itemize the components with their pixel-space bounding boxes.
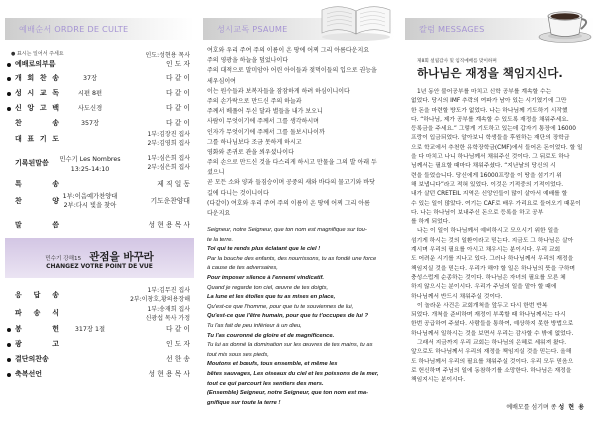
order-label: 신 앙 고 백 (15, 104, 59, 112)
message-column (405, 0, 595, 423)
psalm-line: 그를 하나님보다 조금 못하게 하시고 (207, 138, 302, 146)
column-line: 계시며 우리의 필요를 아시고 채우시는 분이시다. 우리 교회 (411, 247, 561, 254)
order-label: 파 송 식 (15, 309, 59, 317)
column-title: 하나님은 재정을 책임지신다. (417, 66, 563, 80)
bullet-icon (7, 77, 11, 81)
service-leader: 인도:성현용 목사 (145, 52, 190, 59)
order-header (5, 18, 194, 40)
order-label: 예배로의부름 (15, 60, 56, 68)
psalm-line: 주의 손으로 만드신 것을 다스리게 하시고 만물을 그의 발 아래 두 (207, 159, 377, 167)
bullet-icon (7, 343, 11, 347)
sermon-subtitle: CHANGEZ VOTRE POINT DE VUE (46, 263, 153, 270)
order-person: 다 같 이 (165, 74, 190, 82)
sermon-title: 관점을 바꾸라 (89, 251, 154, 263)
order-person: 다 같 이 (165, 104, 190, 112)
psalm-french-line: (Ensemble) Seigneur, notre Seigneur, que ton nom est ma- (207, 390, 369, 397)
psalm-french-line: Qu'est-ce que l'être humain, pour que tu t'occupes de lui ? (207, 313, 368, 320)
order-person: 다 같 이 (165, 89, 190, 97)
column-line: 나는 이 일이 하나님께서 예비하시고 모으시기 위한 일을 (417, 228, 559, 235)
psalm-french-line: bêtes sauvages, Les oiseaux du ciel et les poissons de la mer, (207, 370, 379, 377)
order-detail: 37장 (82, 75, 98, 82)
order-person: 제 직 일 동 (157, 180, 190, 188)
bullet-icon (7, 358, 11, 362)
sermon-series: 민수기 강해15 (45, 256, 82, 262)
order-label: 대 표 기 도 (15, 135, 59, 143)
order-person: 성 현 용 목 사 (148, 221, 190, 229)
signature-prefix: 예배모를 섬기며 종 (506, 404, 557, 411)
psalm-line: 곧 모든 소와 양과 들짐승이며 공중의 새와 바다의 물고기와 바닷 (207, 179, 375, 187)
order-person: 다 같 이 (165, 325, 190, 333)
order-header-title: 예배순서 ORDRE DE CULTE (19, 24, 129, 34)
psalm-french-line: à cause de tes adversaires, (207, 265, 278, 272)
psalm-french-line: tout ce qui parcourt les sentiers des mers. (207, 380, 324, 387)
psalm-french-line: Tu lui as donné la domination sur les œuvres de tes mains, tu as (207, 342, 373, 349)
standing-note: ● 표시는 일어서 주세요 (11, 51, 64, 57)
order-label: 봉 헌 (15, 325, 59, 333)
column-line: 책임지실 것을 믿는다. 우리가 해야 할 일은 하나님의 뜻을 구하며 (411, 265, 576, 272)
order-person: 1부:송재희 집사 (147, 306, 190, 313)
psalm-line: 길에 다니는 것이니이다 (207, 189, 269, 197)
order-row-announcements (5, 340, 194, 350)
column-line: 로 헌신하며 주님의 일에 동참하기를 소망한다. 하나님은 재정을 (411, 367, 572, 374)
psalm-line: 세우심이여 (207, 77, 236, 85)
order-person: 인 도 자 (165, 340, 190, 348)
column-line: 수 있는 일이 많았다. 여기는 CAF로 배우 가리요로 들어오기 때문이 (411, 200, 581, 207)
order-row-special-song (5, 180, 194, 190)
column-line: 님께서는 필요할 때마다 채워주셨다. “지난날의 당신의 시 (411, 163, 556, 170)
bullet-icon (7, 328, 11, 332)
column-line: 앞으로도 하나님께서 우리의 재정을 책임지실 것을 믿는다. 올해 (411, 349, 572, 356)
column-line: 없었다. 당시의 IMF 추락의 여파가 남아 있는 시기였기에 그만 (411, 98, 567, 105)
order-row-sermon (5, 221, 194, 231)
psalm-french-line: Par la bouche des enfants, des nourrissons, tu as fondé une force (207, 255, 377, 262)
order-row-commitment-hymn (5, 355, 194, 365)
column-line: 그래서 지금까지 우리 교회는 하나님의 은혜로 세워져 왔다. (417, 340, 567, 347)
order-detail: 시편 8편 (77, 90, 103, 97)
psalm-line: 주의 영광을 하늘을 덮었나이다 (207, 57, 289, 65)
column-line: 하지 않으시는 분이시다. 우리가 주님의 일을 맡아 할 때에 (411, 284, 557, 291)
order-row-opening-hymn (5, 74, 194, 84)
column-line: 되었다. 개척을 준비하며 재정이 부족할 때 하나님께서는 다시 (411, 312, 566, 319)
order-person: 2부:이창호,황의용장해 (130, 296, 190, 303)
column-line: 한 돈을 마련할 방도가 없었다. 나는 하나님께 기도하기 시작했 (411, 107, 568, 114)
order-label: 광 고 (15, 340, 59, 348)
psalm-french-line: Seigneur, notre Seigneur, que ton nom est magnifique sur tou- (207, 227, 367, 233)
psalm-column (203, 0, 395, 423)
bullet-icon (7, 107, 11, 111)
order-person: 1부:심은희 집사 (147, 155, 190, 162)
psalm-line: (다같이) 여호와 우리 주여 주의 이름이 온 땅에 어찌 그리 아름 (207, 199, 370, 207)
open-book-icon (319, 2, 393, 42)
order-person: 성 현 용 목 사 (148, 370, 190, 378)
column-signature (506, 402, 585, 411)
column-subtitle: 제8회 설립감사 및 임직예배를 맞이하며 (417, 59, 497, 64)
column-line: 섬기게 하시는 것의 일환이라고 믿는다. 지금도 그 하나님은 살아 (411, 237, 574, 244)
order-of-service-column (5, 0, 194, 423)
order-label: 특 송 (15, 180, 59, 188)
psalm-line: 셨으니 (207, 169, 225, 177)
coffee-cup-icon (537, 4, 593, 44)
psalm-french-line: Quand je regarde ton ciel, œuvre de tes doigts, (207, 284, 329, 291)
bullet-icon (7, 373, 11, 377)
order-detail: 2부:다시 빛을 찾아 (63, 202, 117, 209)
order-row-benediction (5, 370, 194, 380)
psalm-header-title: 성시교독 PSAUME (217, 24, 288, 34)
column-line: 을 다 마치고 나니 하나님께서 채워주신 것이다. 그 뒤로도 하나 (411, 154, 570, 161)
column-line: 하나님께서 반드시 채워주실 것이다. (411, 293, 503, 300)
psalm-line: 영화와 존귀로 관을 씌우셨나이다 (207, 148, 294, 156)
column-line: 도 어려운 시기를 지나고 있다. 그러나 하나님께서 우리의 재정을 (411, 256, 574, 263)
psalm-french-line: gnifique sur toute la terre ! (207, 399, 281, 406)
psalm-french-line: Tu l'as couronné de gloire et de magnificence. (207, 332, 335, 339)
order-row-hymn (5, 119, 194, 129)
column-line: 를 하게 되었다. (411, 219, 451, 226)
order-row-responsive-reading (5, 89, 194, 99)
scripture-reference: 13:25-14:10 (70, 166, 110, 173)
psalm-french-line: Moutons et bœufs, tous ensemble, et même les (207, 361, 338, 368)
column-line: 해 보냅니다”라고 적혀 있었다. 이것은 기적중의 기적이었다. (411, 181, 564, 188)
psalm-french-text (207, 226, 393, 408)
order-label: 결단의찬송 (15, 355, 49, 363)
order-person: 1부:김무진 집사 (147, 287, 190, 294)
psalm-french-line: Tu l'as fait de peu inférieur à un dieu, (207, 322, 302, 329)
psalm-korean-text (207, 46, 393, 219)
order-detail: 1부:이음예가찬양대 (62, 193, 118, 200)
order-person: 선 한 송 (165, 355, 190, 363)
order-label: 찬 양 (15, 197, 59, 205)
order-detail: 사도신경 (77, 105, 103, 112)
column-line: 1년 동안 불어공부를 마치고 신학 공부를 계속할 수는 (417, 89, 552, 95)
psalm-line: 주의 대적으로 말미암아 어린 아이들과 젖먹이들의 입으로 권능을 (207, 67, 377, 75)
order-person: 다 같 이 (165, 119, 190, 127)
column-line: 등록금을 주세요.” 그렇게 기도하고 있는데 갑자기 통장에 16000 (411, 126, 576, 133)
bullet-icon (7, 63, 11, 67)
order-person: 2부:심은희 집사 (147, 164, 190, 171)
bullet-icon (7, 92, 11, 96)
column-body (411, 88, 591, 386)
order-label: 개 회 찬 송 (15, 74, 59, 82)
psalm-line: 사람이 무엇이기에 주께서 그를 생각하시며 (207, 118, 319, 126)
column-line: 다. “하나님, 제가 공부를 계속할 수 있도록 재정을 채워주세요. (411, 116, 569, 123)
order-detail: 357장 (80, 120, 100, 127)
psalm-french-line: La lune et les étoiles que tu as mises en place, (207, 294, 336, 301)
psalm-line: 주의 손가락으로 만드신 주의 하늘과 (207, 97, 302, 105)
order-person: 2부:김영희 집사 (147, 140, 190, 147)
psalm-french-line: tout mis sous ses pieds, (207, 351, 269, 358)
sermon-title-box (5, 238, 194, 278)
order-label: 응 답 송 (15, 291, 59, 299)
psalm-french-line: Toi qui te rends plus éclatant que le ciel ! (207, 246, 321, 253)
order-row-offering (5, 325, 194, 335)
column-line: 다. 나는 하나님이 보내주신 돈으로 등록을 하고 공부 (411, 209, 544, 216)
signature-name: 성 현 용 (558, 404, 585, 411)
psalm-french-line: Qu'est-ce que l'homme, pour que tu te souviennes de lui, (207, 303, 354, 310)
order-label: 성 시 교 독 (15, 89, 59, 97)
order-row-creed (5, 104, 194, 114)
psalm-line: 주께서 베풀어 두신 달과 별들을 내가 보오니 (207, 108, 323, 116)
column-line: 충성스럽게 순종하는 것이다. 하나님은 자녀의 필요를 모른 체 (411, 274, 566, 281)
column-line: 으로 학교에서 추천한 유학장학금(CMF)에서 들어온 돈이었다. 할 일 (411, 144, 583, 151)
psalm-line: 여호와 우리 주여 주의 이름이 온 땅에 어찌 그리 아름다운지요 (207, 47, 370, 54)
column-line: 련을 들었습니다. 당신에게 16000프랑을 이 땅을 섬기기 위 (411, 172, 562, 179)
order-label: 기록된말씀 (15, 159, 49, 167)
column-line: 이 놀라운 사건은 교회개척을 앞두고 다시 한번 반복 (417, 302, 548, 309)
psalm-line: 다운지요 (207, 210, 231, 217)
order-person: 기도운찬양대 (150, 197, 190, 205)
column-line: 한번 공급하여 주셨다. 사람들을 통하여, 예상하지 못한 방법으로 (411, 321, 574, 328)
message-header-title: 칼럼 MESSAGES (419, 24, 485, 34)
column-line: 하나님께서 일하시는 것을 보면서 우리는 감사할 수 밖에 없었다. (411, 330, 574, 337)
psalm-line: 이는 원수들과 보복자들을 잠잠하게 하려 하심이니이다 (207, 87, 350, 95)
order-person: 신광섭 목사 가정 (145, 315, 190, 322)
psalm-french-line: te la terre. (207, 236, 234, 243)
order-person: 1부:김장진 집사 (147, 131, 190, 138)
column-line: 책임지시는 분이시다. (411, 377, 466, 384)
column-line: 내가 살던 CRETEIL 지역은 신앙인들이 많이 살아서 예배를 할 (411, 191, 568, 198)
order-row-call-to-worship (5, 60, 194, 70)
order-label: 축복선언 (15, 370, 43, 378)
order-detail: 317장 1절 (74, 326, 106, 333)
order-person: 인 도 자 (165, 60, 190, 68)
column-line: 프랑이 입금되었다. 알아보니 학생들을 후원하는 재단의 장학금 (411, 135, 570, 142)
order-label: 말 씀 (15, 221, 59, 229)
column-line: 도 하나님께서 우리의 필요를 채워주실 것이다. 우리 모두 믿음으 (411, 358, 574, 365)
psalm-french-line: Pour imposer silence à l'ennemi vindicatif. (207, 274, 325, 281)
order-label: 찬 송 (15, 119, 59, 127)
scripture-reference: 민수기 Les Nombres (59, 156, 121, 163)
psalm-line: 인자가 무엇이기에 주께서 그를 돌보시나이까 (207, 128, 325, 136)
